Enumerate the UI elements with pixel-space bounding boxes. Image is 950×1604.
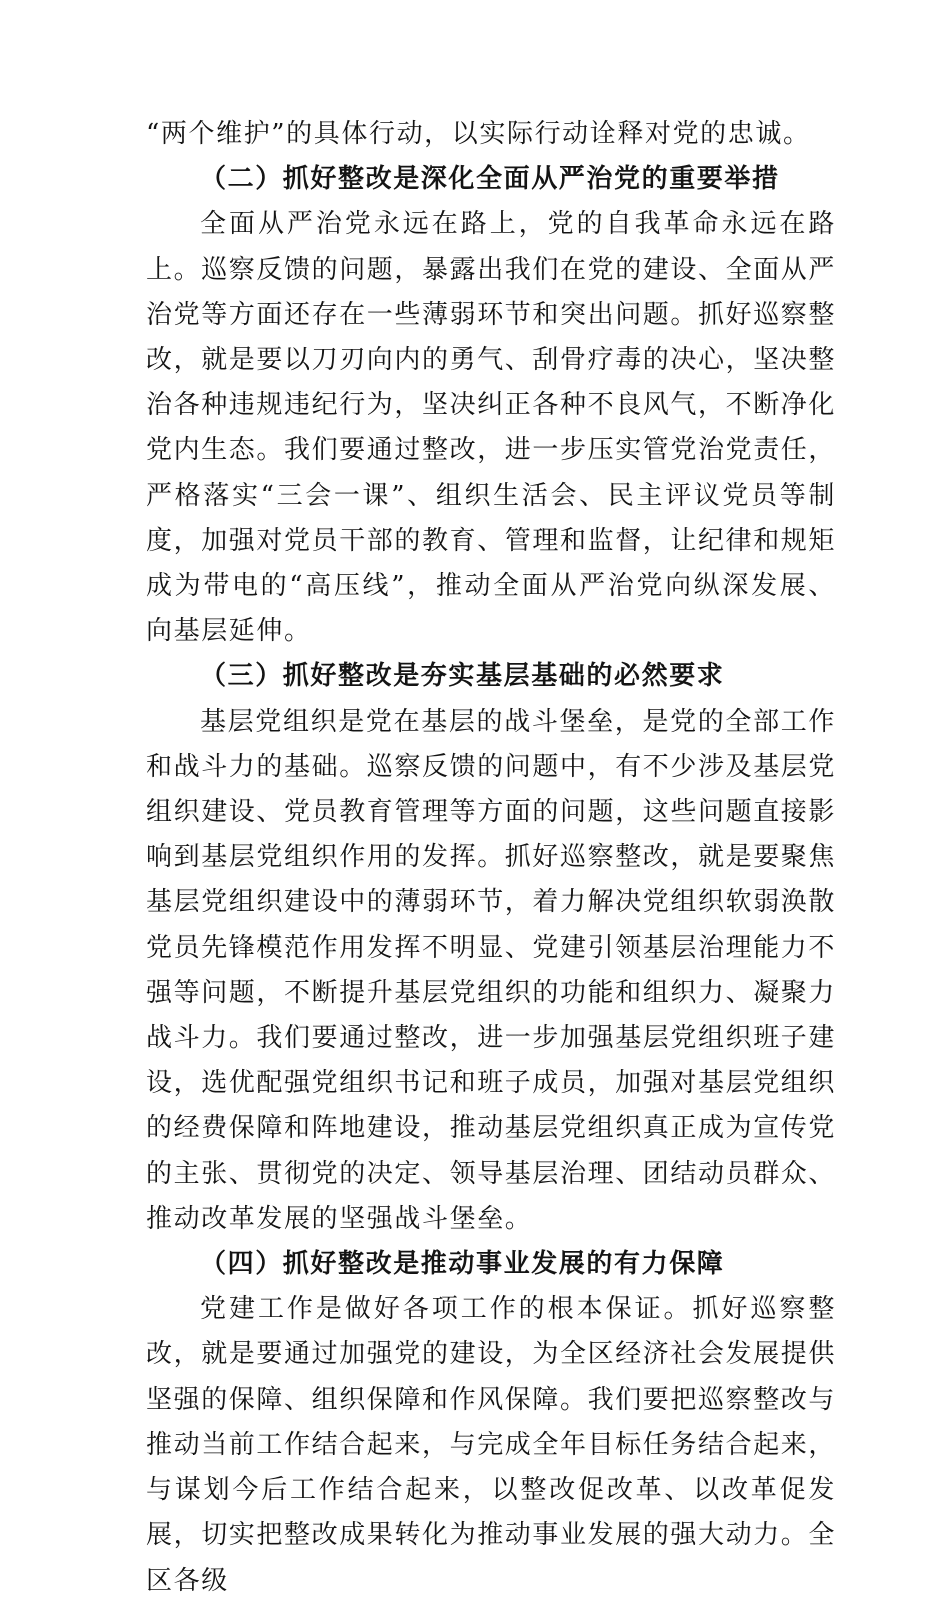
intro-paragraph: “两个维护”的具体行动，以实际行动诠释对党的忠诚。 [146, 119, 811, 149]
section-body-4: 党建工作是做好各项工作的根本保证。抓好巡察整改，就是要通过加强党的建设，为全区经济社会发展提供坚强的保障、组织保障和作风保障。我们要把巡察整改与推动当前工作结合起来，与完成全年目标任务结合起来，与谋划今后工作结合起来，以整改促改革、以改革促发展，切实把整改成果转化为推动事业发展的强大动力。全区各级 [146, 1294, 837, 1596]
section-body-2: 全面从严治党永远在路上，党的自我革命永远在路上。巡察反馈的问题，暴露出我们在党的建设、全面从严治党等方面还存在一些薄弱环节和突出问题。抓好巡察整改，就是要以刀刃向内的勇气、刮骨疗毒的决心，坚决整治各种违规违纪行为，坚决纠正各种不良风气，不断净化党内生态。我们要通过整改，进一步压实管党治党责任，严格落实“三会一课”、组织生活会、民主评议党员等制度，加强对党员干部的教育、管理和监督，让纪律和规矩成为带电的“高压线”，推动全面从严治党向纵深发展、向基层延伸。 [146, 209, 837, 647]
section-heading-2: （二）抓好整改是深化全面从严治党的重要举措 [200, 164, 780, 195]
section-heading-4: （四）抓好整改是推动事业发展的有力保障 [200, 1249, 725, 1280]
document-body [146, 112, 836, 1604]
section-body-3: 基层党组织是党在基层的战斗堡垒，是党的全部工作和战斗力的基础。巡察反馈的问题中，有不少涉及基层党组织建设、党员教育管理等方面的问题，这些问题直接影响到基层党组织作用的发挥。抓好巡察整改，就是要聚焦基层党组织建设中的薄弱环节，着力解决党组织软弱涣散党员先锋模范作用发挥不明显、党建引领基层治理能力不强等问题，不断提升基层党组织的功能和组织力、凝聚力战斗力。我们要通过整改，进一步加强基层党组织班子建设，选优配强党组织书记和班子成员，加强对基层党组织的经费保障和阵地建设，推动基层党组织真正成为宣传党的主张、贯彻党的决定、领导基层治理、团结动员群众、推动改革发展的坚强战斗堡垒。 [146, 706, 837, 1234]
section-heading-3: （三）抓好整改是夯实基层基础的必然要求 [200, 661, 725, 692]
